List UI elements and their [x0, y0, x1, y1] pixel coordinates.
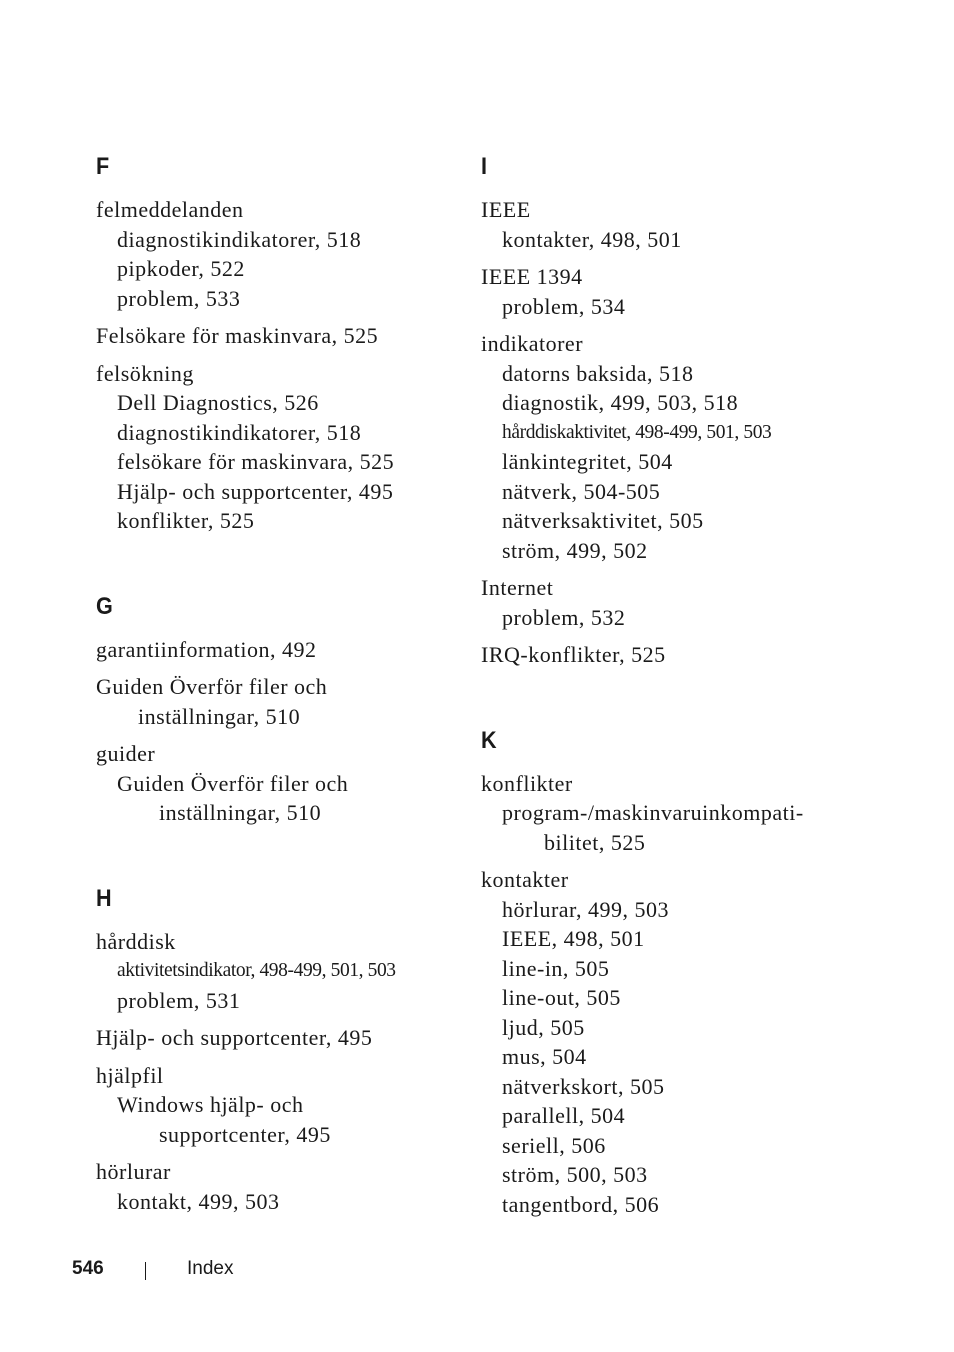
sub-entry: länkintegritet, 504	[502, 449, 673, 474]
section-gap	[481, 678, 851, 724]
entry-term: hörlurar	[96, 1159, 171, 1184]
sub-entry: ström, 500, 503	[502, 1162, 648, 1187]
index-section-k	[481, 724, 851, 1220]
sub-entry: aktivitetsindikator, 498-499, 501, 503	[117, 960, 396, 981]
index-section-f	[96, 150, 466, 536]
section-letter: I	[481, 153, 488, 180]
sub-entry: hörlurar, 499, 503	[502, 896, 669, 922]
sub-entry: line-out, 505	[502, 985, 621, 1010]
sub-entry: diagnostikindikatorer, 518	[117, 419, 362, 445]
sub-entry: problem, 532	[502, 604, 626, 630]
index-section-i	[481, 150, 851, 670]
index-entry	[96, 739, 466, 828]
entry-term-continuation: inställningar, 510	[138, 703, 301, 729]
entry-term: kontakter	[481, 867, 569, 892]
index-entry	[96, 1157, 466, 1216]
entry-term: IEEE	[481, 197, 531, 222]
sub-entry: nätverkskort, 505	[502, 1073, 665, 1099]
index-entry	[481, 769, 851, 858]
entry-term: IEEE 1394	[481, 264, 583, 289]
sub-entry: kontakt, 499, 503	[117, 1188, 280, 1214]
section-gap	[96, 836, 466, 882]
sub-entry: ström, 499, 502	[502, 537, 648, 563]
section-letter: K	[481, 726, 497, 754]
page-number: 546	[72, 1258, 104, 1279]
index-entry	[481, 640, 851, 670]
index-entry	[96, 635, 466, 665]
index-entry	[96, 359, 466, 536]
sub-entry: problem, 531	[117, 987, 241, 1013]
sub-entry: line-in, 505	[502, 955, 610, 981]
page-footer	[72, 1258, 372, 1284]
sub-entry-continuation: inställningar, 510	[159, 800, 322, 825]
sub-entry: parallell, 504	[502, 1103, 626, 1128]
sub-entry-continuation: supportcenter, 495	[159, 1121, 331, 1147]
index-entry	[96, 321, 466, 351]
sub-entry: diagnostik, 499, 503, 518	[502, 390, 739, 415]
index-entry	[481, 262, 851, 321]
sub-entry: ljud, 505	[502, 1014, 585, 1040]
sub-entry: nätverksaktivitet, 505	[502, 508, 704, 533]
index-column-left	[96, 150, 466, 1224]
section-gap	[96, 544, 466, 590]
index-section-g	[96, 590, 466, 828]
sub-entry: Windows hjälp- och	[117, 1092, 304, 1117]
index-column-right	[481, 150, 851, 1227]
entry-term: garantiinformation, 492	[96, 636, 317, 662]
sub-entry: konflikter, 525	[117, 508, 255, 533]
section-letter: H	[96, 884, 112, 912]
entry-term: hårddisk	[96, 928, 176, 954]
sub-entry: datorns baksida, 518	[502, 360, 694, 386]
entry-term: felmeddelanden	[96, 197, 244, 222]
sub-entry: Hjälp- och supportcenter, 495	[117, 478, 394, 504]
sub-entry: problem, 533	[117, 285, 241, 311]
footer-divider	[145, 1262, 146, 1280]
index-entry	[481, 573, 851, 632]
sub-entry: Dell Diagnostics, 526	[117, 390, 319, 415]
sub-entry: tangentbord, 506	[502, 1191, 660, 1217]
sub-entry: mus, 504	[502, 1044, 587, 1069]
entry-term: hjälpfil	[96, 1062, 164, 1088]
entry-term: indikatorer	[481, 331, 584, 356]
entry-term: Internet	[481, 575, 554, 600]
sub-entry: program-/maskinvaruinkompati-	[502, 800, 804, 825]
index-entry	[96, 195, 466, 313]
sub-entry: seriell, 506	[502, 1132, 606, 1158]
index-entry	[481, 195, 851, 254]
sub-entry: IEEE, 498, 501	[502, 926, 645, 951]
sub-entry: problem, 534	[502, 293, 626, 319]
sub-entry: kontakter, 498, 501	[502, 226, 682, 252]
sub-entry: Guiden Överför filer och	[117, 770, 349, 796]
index-section-h	[96, 882, 466, 1217]
index-entry	[481, 329, 851, 565]
index-entry	[96, 672, 466, 731]
entry-term: felsökning	[96, 360, 194, 386]
sub-entry: diagnostikindikatorer, 518	[117, 226, 362, 252]
sub-entry: felsökare för maskinvara, 525	[117, 449, 395, 474]
index-entry	[96, 1061, 466, 1150]
index-entry	[96, 927, 466, 1016]
entry-term: Hjälp- och supportcenter, 495	[96, 1025, 373, 1050]
section-letter: G	[96, 592, 113, 620]
running-title: Index	[187, 1258, 234, 1279]
entry-term: konflikter	[481, 770, 573, 796]
section-letter: F	[96, 153, 110, 180]
sub-entry: nätverk, 504-505	[502, 478, 661, 504]
entry-term: Guiden Överför filer och	[96, 674, 328, 699]
index-entry	[96, 1023, 466, 1053]
index-entry	[481, 865, 851, 1219]
sub-entry-continuation: bilitet, 525	[544, 829, 646, 855]
sub-entry: pipkoder, 522	[117, 256, 245, 281]
sub-entry: hårddiskaktivitet, 498-499, 501, 503	[502, 421, 772, 443]
entry-term: guider	[96, 741, 156, 766]
entry-term: Felsökare för maskinvara, 525	[96, 323, 379, 348]
entry-term: IRQ-konflikter, 525	[481, 642, 666, 667]
